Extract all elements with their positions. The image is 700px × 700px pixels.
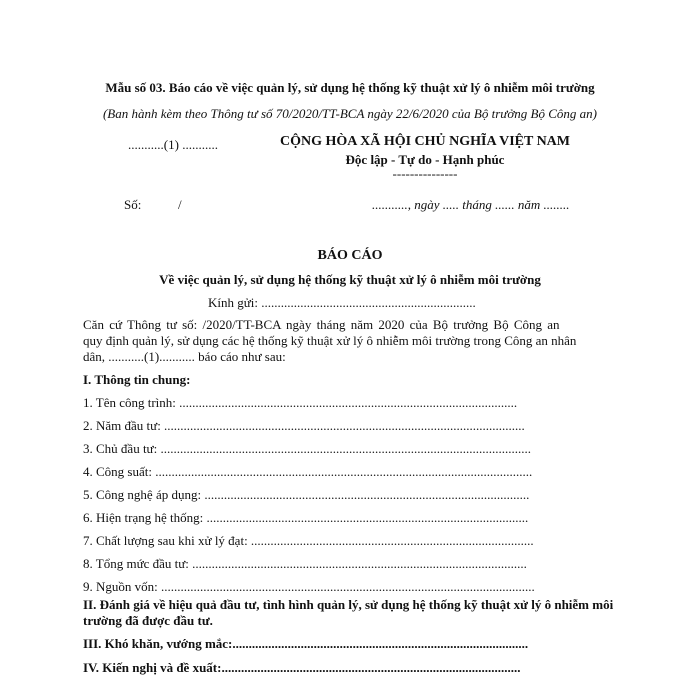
field-project-name: 1. Tên công trình: ........................................................................................................	[83, 395, 518, 410]
form-title: Mẫu số 03. Báo cáo về việc quản lý, sử dụng hệ thống kỹ thuật xử lý ô nhiễm môi trường	[105, 80, 595, 95]
document-number-label: Số:	[124, 197, 142, 212]
section-evaluation-heading: II. Đánh giá về hiệu quả đầu tư, tình hình quản lý, sử dụng hệ thống kỹ thuật xử lý ô nhiễm môi trường đã được đầu tư.	[83, 597, 614, 628]
report-subtitle: Về việc quản lý, sử dụng hệ thống kỹ thuật xử lý ô nhiễm môi trường	[159, 272, 541, 287]
dateline: ..........., ngày ..... tháng ...... năm ........	[372, 197, 570, 212]
document-number-slash: /	[178, 197, 182, 212]
field-funding-source: 9. Nguồn vốn: ...................................................................................................................	[83, 579, 535, 594]
motto-divider: ---------------	[392, 166, 458, 181]
legal-basis-paragraph	[83, 317, 618, 365]
issued-note: (Ban hành kèm theo Thông tư số 70/2020/TT-BCA ngày 22/6/2020 của Bộ trưởng Bộ Công an)	[102, 106, 598, 121]
section-difficulties-heading: III. Khó khăn, vướng mắc:...........................................................................................	[83, 636, 529, 651]
legal-basis-line: Căn cứ Thông tư số: /2020/TT-BCA ngày tháng năm 2020 của Bộ trưởng Bộ Công an	[83, 317, 560, 332]
national-motto: Độc lập - Tự do - Hạnh phúc	[345, 152, 505, 167]
legal-basis-line: quy định quản lý, sử dụng các hệ thống kỹ thuật xử lý ô nhiễm môi trường trong Công an nhân	[83, 333, 577, 348]
section-general-info-heading: I. Thông tin chung:	[83, 372, 191, 387]
field-treated-quality: 7. Chất lượng sau khi xử lý đạt: .......................................................................................	[83, 533, 534, 548]
recipient-line: Kính gửi: ..................................................................	[208, 295, 476, 310]
field-technology: 5. Công nghệ áp dụng: ....................................................................................................	[83, 487, 530, 502]
agency-placeholder: ...........(1) ...........	[128, 137, 218, 152]
legal-basis-line: dân, ...........(1)........... báo cáo như sau:	[83, 349, 286, 364]
field-capacity: 4. Công suất: ....................................................................................................................	[83, 464, 533, 479]
report-title: BÁO CÁO	[317, 248, 383, 263]
field-system-status: 6. Hiện trạng hệ thống: ...................................................................................................	[83, 510, 529, 525]
field-investment-year: 2. Năm đầu tư: ...............................................................................................................	[83, 418, 525, 433]
field-total-investment: 8. Tổng mức đầu tư: .......................................................................................................	[83, 556, 527, 571]
national-title: CỘNG HÒA XÃ HỘI CHỦ NGHĨA VIỆT NAM	[279, 134, 570, 149]
section-recommendations-heading: IV. Kiến nghị và đề xuất:............................................................................................	[83, 660, 521, 675]
field-investor: 3. Chủ đầu tư: ..................................................................................................................	[83, 441, 531, 456]
